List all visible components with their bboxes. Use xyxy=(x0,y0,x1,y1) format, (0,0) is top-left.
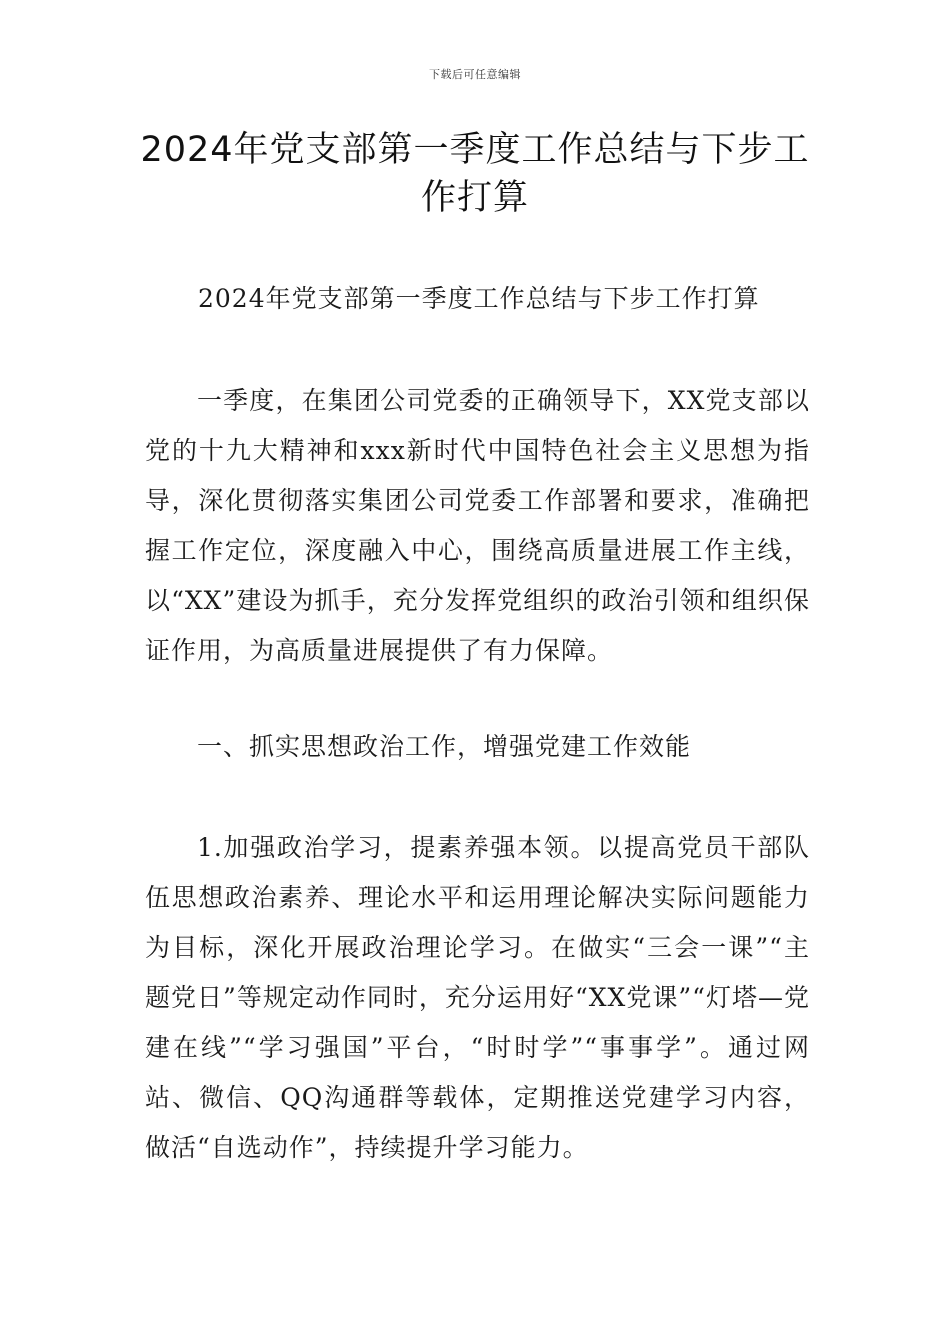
section-heading: 一、抓实思想政治工作，增强党建工作效能 xyxy=(197,732,692,761)
header-note: 下载后可任意编辑 xyxy=(429,68,521,81)
document-title: 2024年党支部第一季度工作总结与下步工作打算 xyxy=(140,130,810,218)
intro-paragraph: 一季度，在集团公司党委的正确领导下，XX党支部以党的十九大精神和xxx新时代中国特色社会主义思想为指导，深化贯彻落实集团公司党委工作部署和要求，准确把握工作定位，深度融入中心，围绕高质量进展工作主线，以“XX”建设为抓手，充分发挥党组织的政治引领和组织保证作用，为高质量进展提供了有力保障。 xyxy=(145,386,810,665)
document-subtitle: 2024年党支部第一季度工作总结与下步工作打算 xyxy=(198,284,760,313)
section-paragraph: 1.加强政治学习，提素养强本领。以提高党员干部队伍思想政治素养、理论水平和运用理论解决实际问题能力为目标，深化开展政治理论学习。在做实“三会一课”“主题党日”等规定动作同时，充分运用好“XX党课”“灯塔—党建在线”“学习强国”平台，“时时学”“事事学”。通过网站、微信、QQ沟通群等载体，定期推送党建学习内容，做活“自选动作”，持续提升学习能力。 xyxy=(145,833,810,1162)
